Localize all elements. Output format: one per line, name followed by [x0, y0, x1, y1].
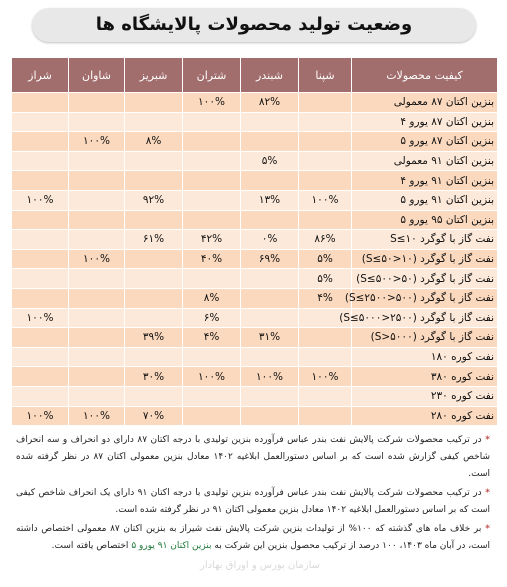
- value-cell: [183, 386, 241, 406]
- product-label-cell: بنزین اکتان ۹۵ یورو ۵: [352, 210, 498, 230]
- product-label-cell: بنزین اکتان ۸۷ یورو ۵: [352, 132, 498, 152]
- value-cell: ۱۰۰%: [183, 93, 241, 113]
- value-cell: [69, 210, 125, 230]
- product-label-cell: بنزین اکتان ۸۷ معمولی: [352, 93, 498, 113]
- value-cell: [12, 132, 69, 152]
- value-cell: ۱۰۰%: [69, 249, 125, 269]
- table-row: [12, 132, 498, 152]
- value-cell: [69, 308, 125, 328]
- value-cell: [12, 367, 69, 387]
- value-cell: [69, 328, 125, 348]
- value-cell: [69, 171, 125, 191]
- value-cell: [299, 210, 352, 230]
- value-cell: [299, 328, 352, 348]
- table-row: [12, 112, 498, 132]
- product-label-cell: بنزین اکتان ۸۷ یورو ۴: [352, 112, 498, 132]
- value-cell: ۴%: [183, 328, 241, 348]
- value-cell: [299, 132, 352, 152]
- value-cell: [241, 132, 299, 152]
- table-row: [12, 249, 498, 269]
- value-cell: [183, 210, 241, 230]
- value-cell: [12, 112, 69, 132]
- value-cell: ۱۰۰%: [12, 406, 69, 426]
- value-cell: [12, 230, 69, 250]
- watermark: سازمان بورس و اوراق بهادار: [200, 560, 321, 571]
- value-cell: [12, 210, 69, 230]
- value-cell: ۷۰%: [125, 406, 183, 426]
- value-cell: [241, 288, 299, 308]
- value-cell: [12, 93, 69, 113]
- note-1: * در ترکیب محصولات شرکت پالایش نفت بندر عباس فرآورده بنزین تولیدی با درجه اکتان ۸۷ دارای دو انحراف و سه انحراف شاخص کیفی گزارش شده است که بر اساس دستورالعمل ابلاغیه ۱۴۰۲ معادل بنزین معمولی اکتان ۸۷ در نظر گرفته شده است.: [16, 435, 491, 479]
- value-cell: [69, 112, 125, 132]
- table-row: [12, 269, 498, 289]
- value-cell: [12, 288, 69, 308]
- column-header: شتران: [183, 58, 241, 93]
- value-cell: [299, 171, 352, 191]
- product-label-cell: نفت گاز با گوگرد (S>۵۰۰۰): [352, 328, 498, 348]
- value-cell: ۱۰۰%: [299, 367, 352, 387]
- value-cell: [12, 347, 69, 367]
- note-3: * بر خلاف ماه های گذشته که ۱۰۰% از تولیدات بنزین شرکت پالایش نفت شیراز به بنزین اکتان ۸۷ معمولی اختصاص داشته است، در آبان ماه ۱۴۰۳، ۱۰۰ درصد از ترکیب محصول بنزین این شرکت به بنزین اکتان ۹۱ یورو ۵ اختصاص یافته است.: [16, 524, 491, 551]
- value-cell: [69, 190, 125, 210]
- table-row: [12, 190, 498, 210]
- value-cell: ۸۶%: [299, 230, 352, 250]
- value-cell: ۶%: [183, 308, 241, 328]
- value-cell: [125, 386, 183, 406]
- value-cell: ۰%: [241, 230, 299, 250]
- value-cell: [125, 112, 183, 132]
- page-title: وضعیت تولید محصولات پالایشگاه ها: [32, 8, 476, 42]
- footnotes: [16, 432, 490, 557]
- value-cell: [12, 171, 69, 191]
- value-cell: [241, 308, 299, 328]
- products-table: [11, 57, 498, 426]
- value-cell: [183, 347, 241, 367]
- table-row: [12, 171, 498, 191]
- value-cell: ۴۲%: [183, 230, 241, 250]
- product-label-cell: بنزین اکتان ۹۱ یورو ۴: [352, 171, 498, 191]
- value-cell: [183, 190, 241, 210]
- table-row: [12, 367, 498, 387]
- table-row: [12, 93, 498, 113]
- column-header: شبندر: [241, 58, 299, 93]
- value-cell: [299, 151, 352, 171]
- value-cell: ۱۰۰%: [69, 406, 125, 426]
- product-label-cell: نفت گاز با گوگرد (۵۰<S≤۵۰۰): [352, 269, 498, 289]
- value-cell: [299, 386, 352, 406]
- value-cell: [125, 93, 183, 113]
- value-cell: [125, 269, 183, 289]
- table-row: [12, 308, 498, 328]
- value-cell: ۳۹%: [125, 328, 183, 348]
- value-cell: ۱۰۰%: [299, 190, 352, 210]
- value-cell: ۹۲%: [125, 190, 183, 210]
- product-label-cell: نفت گاز با گوگرد (۱۰<S≤۵۰): [352, 249, 498, 269]
- value-cell: [299, 347, 352, 367]
- value-cell: [125, 151, 183, 171]
- value-cell: [12, 269, 69, 289]
- value-cell: [69, 386, 125, 406]
- value-cell: ۵%: [299, 249, 352, 269]
- value-cell: [183, 171, 241, 191]
- value-cell: [125, 288, 183, 308]
- value-cell: ۴%: [299, 288, 352, 308]
- value-cell: ۶۱%: [125, 230, 183, 250]
- value-cell: [183, 269, 241, 289]
- value-cell: [69, 288, 125, 308]
- value-cell: [125, 171, 183, 191]
- table-row: [12, 386, 498, 406]
- value-cell: [12, 328, 69, 348]
- product-label-cell: نفت کوره ۲۸۰: [352, 406, 498, 426]
- value-cell: ۳۱%: [241, 328, 299, 348]
- table-row: [12, 288, 498, 308]
- value-cell: ۱۰۰%: [12, 190, 69, 210]
- value-cell: ۸۲%: [241, 93, 299, 113]
- table-row: [12, 230, 498, 250]
- product-label-cell: نفت کوره ۱۸۰: [352, 347, 498, 367]
- value-cell: ۱۰۰%: [183, 367, 241, 387]
- product-label-cell: بنزین اکتان ۹۱ معمولی: [352, 151, 498, 171]
- value-cell: [69, 367, 125, 387]
- column-header: شاوان: [69, 58, 125, 93]
- table-row: [12, 151, 498, 171]
- value-cell: [241, 112, 299, 132]
- value-cell: ۳۰%: [125, 367, 183, 387]
- value-cell: [69, 269, 125, 289]
- table-row: [12, 347, 498, 367]
- value-cell: [69, 93, 125, 113]
- value-cell: [183, 151, 241, 171]
- table-row: [12, 210, 498, 230]
- product-label-cell: نفت گاز با گوگرد (۵۰۰<S≤۲۵۰۰): [352, 288, 498, 308]
- value-cell: ۸%: [183, 288, 241, 308]
- value-cell: [69, 230, 125, 250]
- value-cell: [183, 132, 241, 152]
- value-cell: ۱۰۰%: [12, 308, 69, 328]
- value-cell: [12, 249, 69, 269]
- value-cell: [69, 347, 125, 367]
- value-cell: [299, 406, 352, 426]
- value-cell: [183, 406, 241, 426]
- note-2: * در ترکیب محصولات شرکت پالایش نفت بندر عباس فرآورده بنزین تولیدی با درجه اکتان ۹۱ دارای یک انحراف شاخص کیفی است که بر اساس دستورالعمل ابلاغیه ۱۴۰۲ معادل بنزین معمولی اکتان ۹۱ در نظر گرفته شده است.: [16, 488, 490, 515]
- product-label-cell: نفت کوره ۳۸۰: [352, 367, 498, 387]
- value-cell: [69, 151, 125, 171]
- product-label-cell: نفت گاز با گوگرد (۲۵۰۰<S≤۵۰۰۰): [352, 308, 498, 328]
- product-label-cell: نفت کوره ۲۳۰: [352, 386, 498, 406]
- value-cell: [125, 308, 183, 328]
- value-cell: ۱۰۰%: [69, 132, 125, 152]
- value-cell: [125, 347, 183, 367]
- value-cell: ۸%: [125, 132, 183, 152]
- product-label-cell: بنزین اکتان ۹۱ یورو ۵: [352, 190, 498, 210]
- value-cell: [12, 151, 69, 171]
- highlight-product: بنزین اکتان ۹۱ یورو ۵: [131, 541, 212, 551]
- value-cell: [241, 347, 299, 367]
- table-header-row: [12, 58, 498, 93]
- value-cell: [125, 249, 183, 269]
- value-cell: [125, 210, 183, 230]
- value-cell: [241, 406, 299, 426]
- column-header: کیفیت محصولات: [352, 58, 498, 93]
- value-cell: [299, 112, 352, 132]
- table-row: [12, 406, 498, 426]
- value-cell: [241, 386, 299, 406]
- column-header: شراز: [12, 58, 69, 93]
- value-cell: [241, 269, 299, 289]
- column-header: شپنا: [299, 58, 352, 93]
- product-label-cell: نفت گاز با گوگرد S≤۱۰: [352, 230, 498, 250]
- value-cell: [299, 93, 352, 113]
- value-cell: [183, 112, 241, 132]
- value-cell: ۶۹%: [241, 249, 299, 269]
- value-cell: ۵%: [299, 269, 352, 289]
- value-cell: [12, 386, 69, 406]
- value-cell: [241, 171, 299, 191]
- value-cell: [241, 210, 299, 230]
- table-row: [12, 328, 498, 348]
- value-cell: ۵%: [241, 151, 299, 171]
- value-cell: ۱۳%: [241, 190, 299, 210]
- column-header: شبریز: [125, 58, 183, 93]
- value-cell: ۴۰%: [183, 249, 241, 269]
- value-cell: ۱۰۰%: [241, 367, 299, 387]
